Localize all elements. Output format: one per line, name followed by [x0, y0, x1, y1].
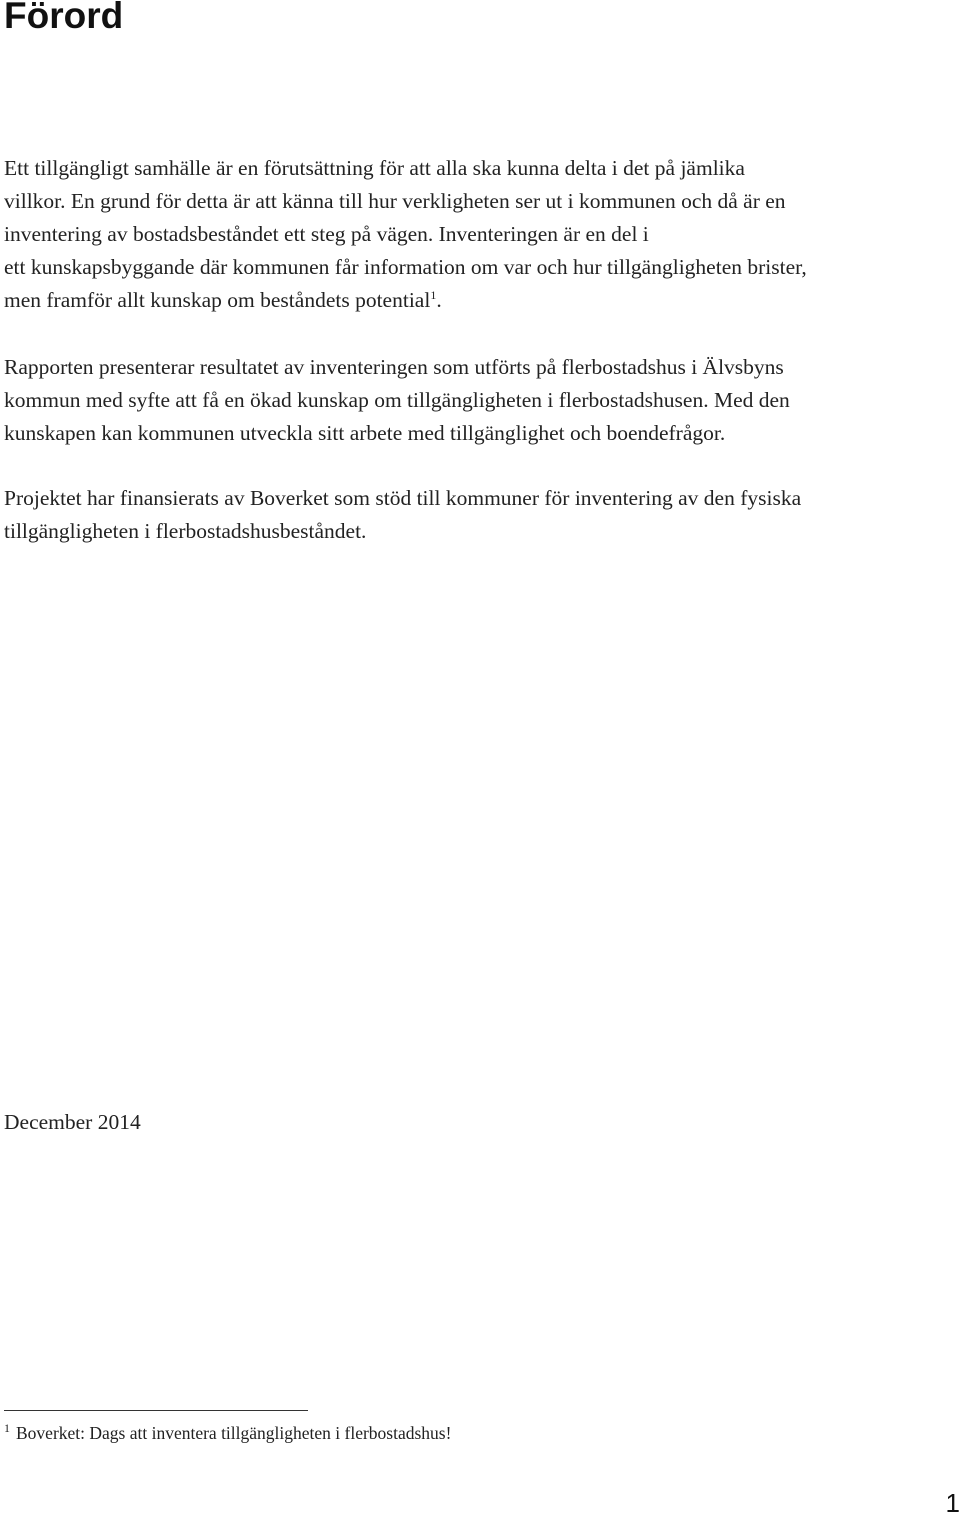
page-heading: Förord: [4, 0, 124, 36]
paragraph-line: Rapporten presenterar resultatet av inventeringen som utförts på flerbostadshus i Älvsbyns: [4, 355, 784, 379]
paragraph-line-punctuation: .: [436, 288, 442, 312]
document-date: December 2014: [4, 1110, 141, 1134]
paragraph-line: Projektet har finansierats av Boverket som stöd till kommuner för inventering av den fysiska: [4, 486, 802, 510]
footnote-separator: [4, 1410, 308, 1411]
paragraph-line: ett kunskapsbyggande där kommunen får information om var och hur tillgängligheten brister,: [4, 255, 807, 279]
paragraph-intro: [4, 152, 954, 317]
paragraph-line: [4, 284, 954, 317]
paragraph-line: Ett tillgängligt samhälle är en förutsättning för att alla ska kunna delta i det på jämlika: [4, 156, 745, 180]
paragraph-line: villkor. En grund för detta är att känna till hur verkligheten ser ut i kommunen och då är en: [4, 189, 786, 213]
paragraph-line: kunskapen kan kommunen utveckla sitt arbete med tillgänglighet och boendefrågor.: [4, 421, 726, 445]
paragraph-line: inventering av bostadsbeståndet ett steg på vägen. Inventeringen är en del i: [4, 222, 649, 246]
paragraph-funding: [4, 482, 954, 548]
footnote: $^1$ Boverket: Dags att inventera tillgängligheten i flerbostadshus!: [4, 1421, 452, 1443]
paragraph-line: tillgängligheten i flerbostadshusbeståndet.: [4, 519, 367, 543]
footnote-text: Boverket: Dags att inventera tillgängligheten i flerbostadshus!: [16, 1423, 452, 1443]
paragraph-line: kommun med syfte att få en ökad kunskap om tillgängligheten i flerbostadshusen. Med den: [4, 388, 790, 412]
paragraph-line-text: men framför allt kunskap om beståndets potential: [4, 288, 431, 312]
page-number: 1: [945, 1488, 960, 1518]
paragraph-report: [4, 351, 954, 450]
footnote-reference[interactable]: 1: [430, 287, 437, 302]
